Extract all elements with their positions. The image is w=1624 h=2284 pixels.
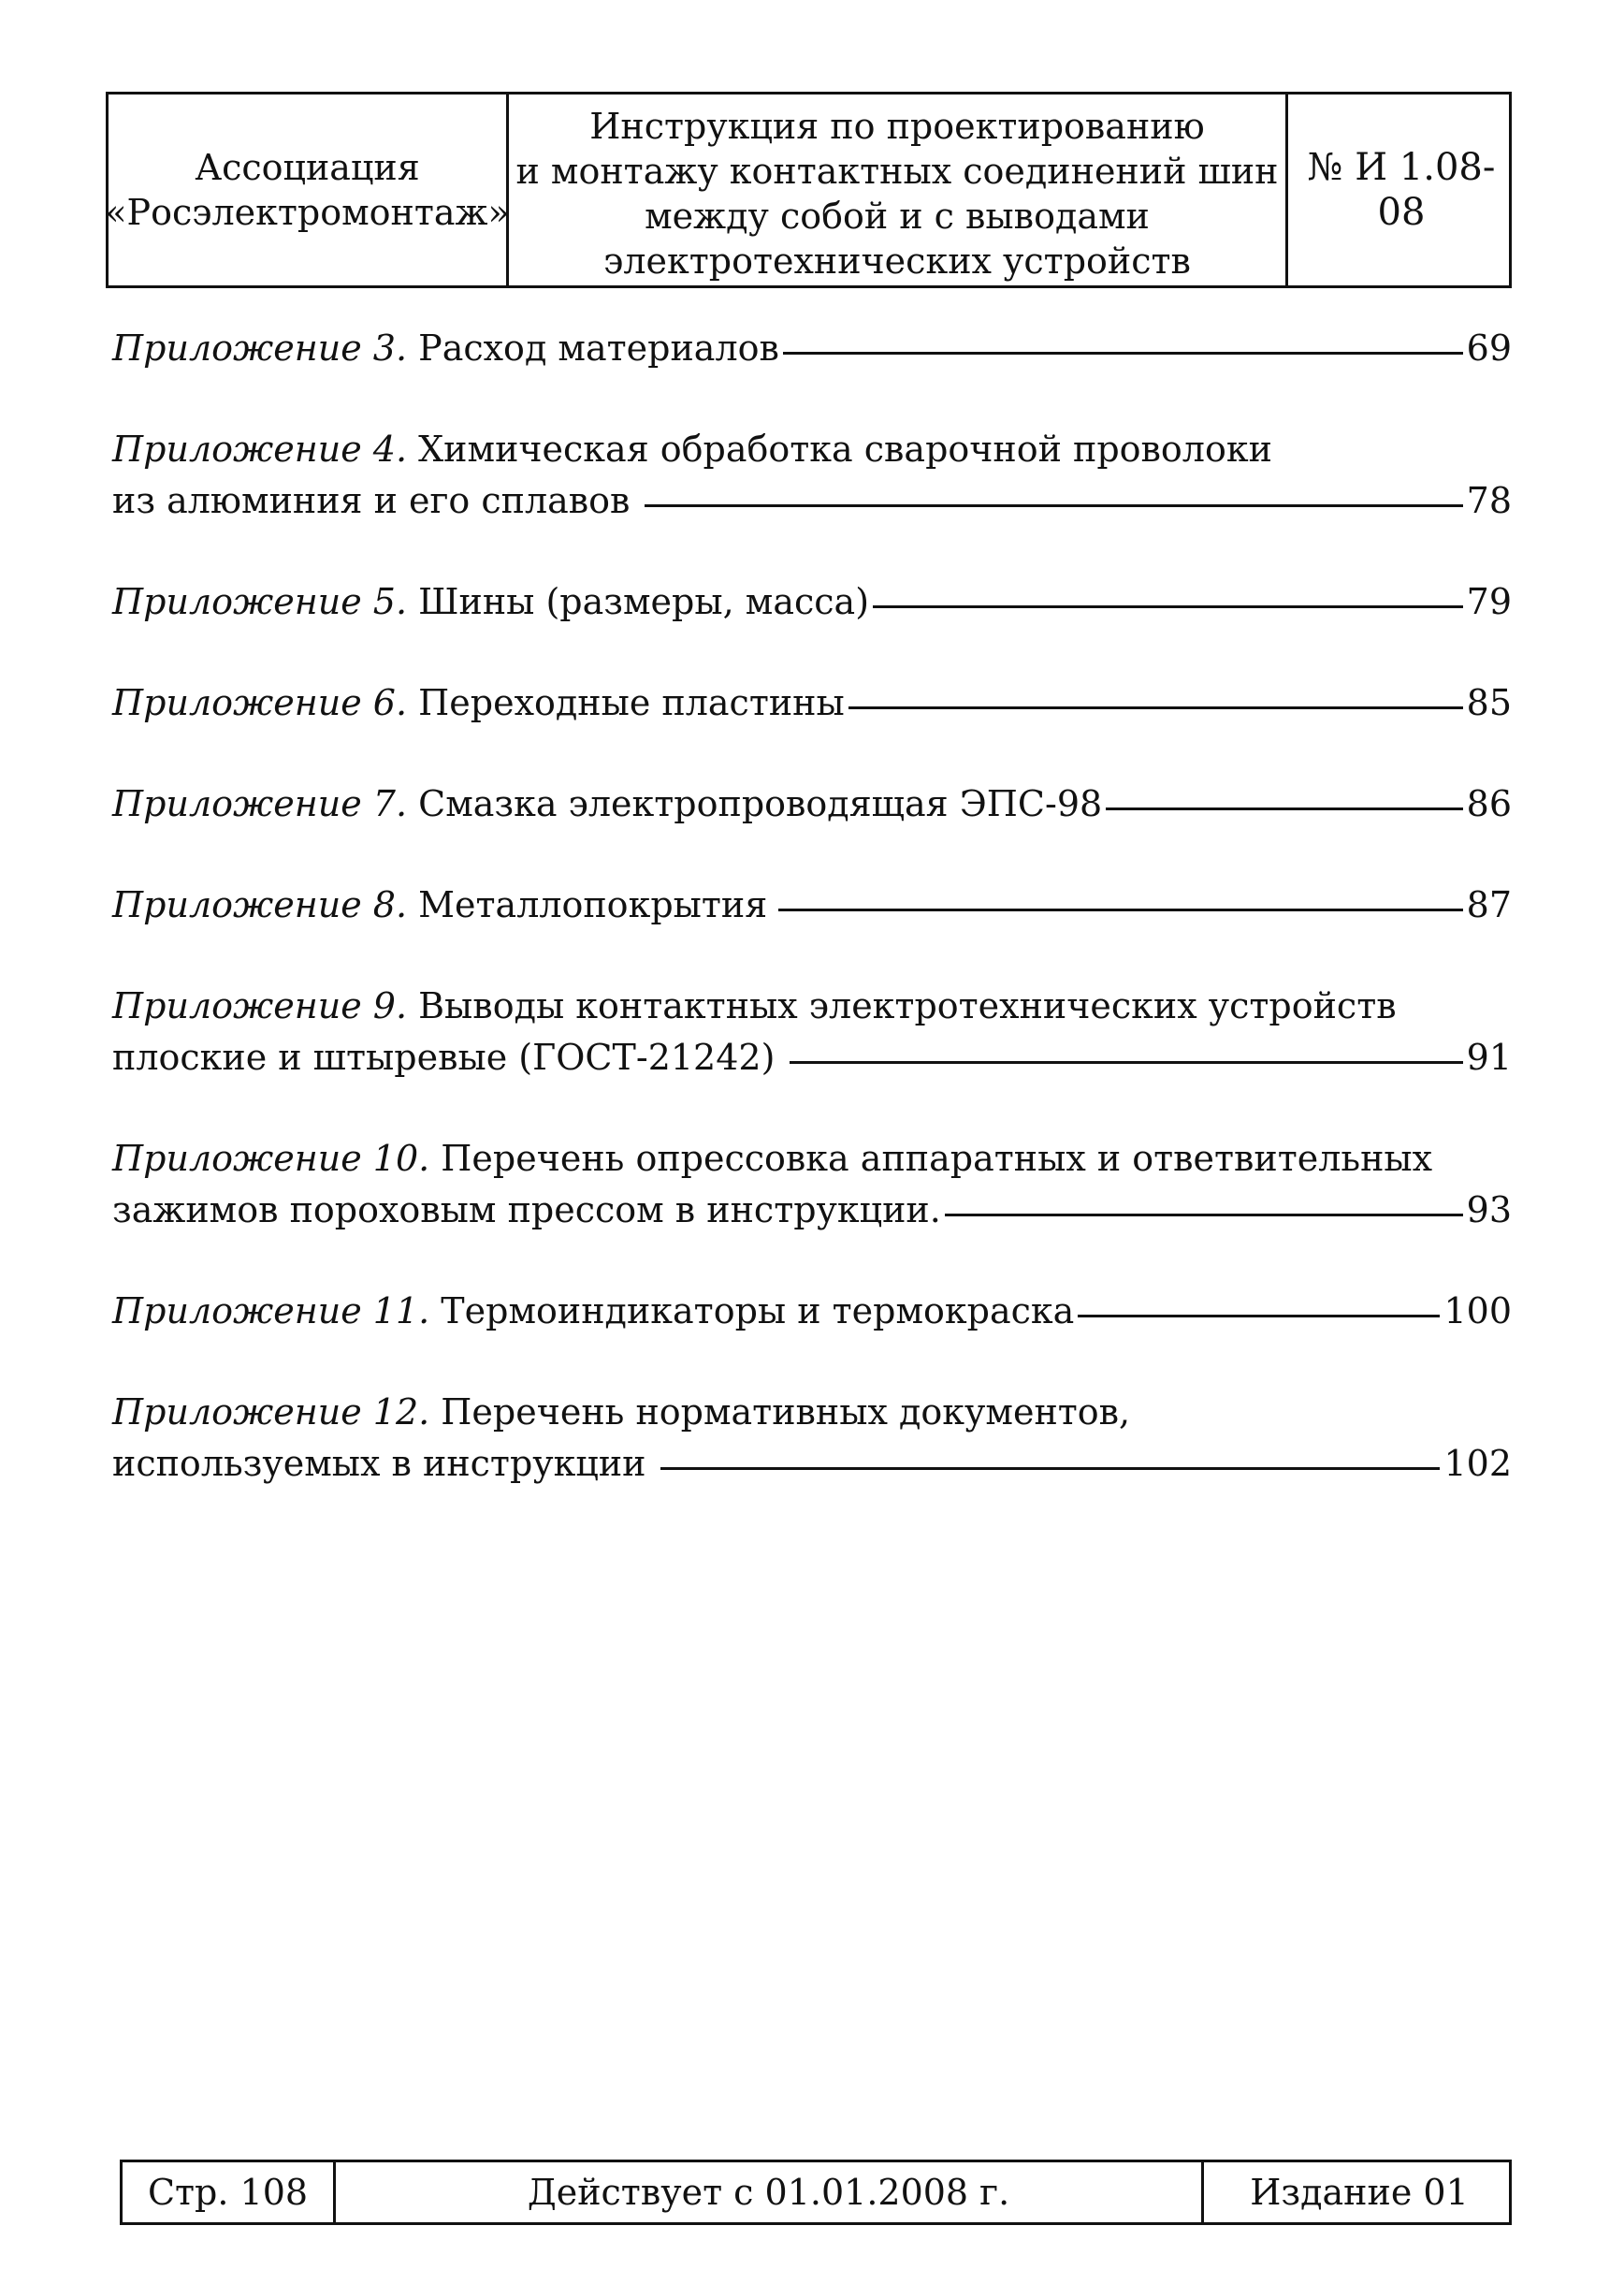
toc-entry-title: используемых в инструкции [112,1443,646,1484]
effective-date: Действует с 01.01.2008 г. [527,2172,1010,2213]
toc-entry-page: 78 [1466,480,1512,521]
dot-leader [873,605,1463,608]
toc-entry-title: зажимов пороховым прессом в инструкции. [112,1189,941,1230]
toc-entry-page: 79 [1466,581,1512,622]
toc-entry-page: 69 [1466,327,1512,369]
organization-line: «Росэлектромонтаж» [105,192,510,233]
toc-entry [112,981,1512,1084]
organization-line: Ассоциация [195,147,420,188]
edition: Издание 01 [1250,2172,1469,2213]
toc-entry-page: 91 [1466,1037,1512,1078]
document-footer-table [120,2160,1512,2225]
toc-entry-label: Приложение 8. [112,884,408,925]
toc-entry-page: 87 [1466,884,1512,925]
toc-entry [112,1133,1512,1236]
toc-entry-label: Приложение 3. [112,327,408,369]
toc-entry-title: Металлопокрытия [418,884,768,925]
toc-entry-label: Приложение 6. [112,682,408,723]
toc-entry [112,576,1512,628]
toc-entry-label: Приложение 9. [112,985,408,1026]
dot-leader [645,504,1462,507]
toc-entry-title: Расход материалов [418,327,779,369]
dot-leader [848,706,1463,709]
toc-entry-label: Приложение 12. [112,1391,430,1433]
document-title-line: и монтажу контактных соединений шин [515,151,1279,192]
toc-entry-page: 102 [1443,1443,1512,1484]
table-of-contents [112,323,1512,1539]
toc-entry [112,1387,1512,1490]
toc-entry-label: Приложение 7. [112,783,408,824]
toc-entry-title: Термоиндикаторы и термокраска [441,1290,1075,1331]
toc-entry-title: Переходные пластины [418,682,845,723]
toc-entry [112,323,1512,374]
toc-entry-title: из алюминия и его сплавов [112,480,631,521]
toc-entry [112,677,1512,729]
toc-entry-title: Шины (размеры, масса) [418,581,870,622]
toc-entry-page: 85 [1466,682,1512,723]
toc-entry [112,424,1512,527]
document-title-cell [509,95,1288,285]
toc-entry-title: Перечень опрессовка аппаратных и ответвительных [441,1138,1433,1179]
document-title-line: Инструкция по проектированию [589,106,1205,147]
toc-entry [112,778,1512,830]
toc-entry-title: Перечень нормативных документов, [441,1391,1131,1433]
dot-leader [783,352,1463,355]
dot-leader [1078,1315,1440,1317]
toc-entry-title: плоские и штыревые (ГОСТ-21242) [112,1037,776,1078]
toc-entry-page: 86 [1466,783,1512,824]
page-number-cell [123,2162,336,2222]
toc-entry-label: Приложение 11. [112,1290,430,1331]
dot-leader [660,1467,1440,1470]
toc-entry-title: Химическая обработка сварочной проволоки [418,429,1272,470]
document-header-table [106,92,1512,288]
dot-leader [790,1061,1462,1064]
page-number: Стр. 108 [147,2172,309,2213]
document-title-line: электротехнических устройств [603,240,1191,282]
toc-entry-label: Приложение 5. [112,581,408,622]
dot-leader [1106,807,1462,810]
organization-cell [105,95,510,285]
toc-entry-page: 93 [1466,1189,1512,1230]
toc-entry [112,880,1512,931]
document-title-line: между собой и с выводами [645,196,1150,237]
toc-entry-label: Приложение 10. [112,1138,430,1179]
toc-entry [112,1286,1512,1337]
toc-entry-label: Приложение 4. [112,429,408,470]
dot-leader [945,1214,1463,1216]
toc-entry-title: Смазка электропроводящая ЭПС-98 [418,783,1103,824]
toc-entry-title: Выводы контактных электротехнических устройств [418,985,1397,1026]
toc-entry-page: 100 [1443,1290,1512,1331]
edition-cell [1204,2162,1515,2222]
dot-leader [778,909,1462,911]
effective-date-cell [336,2162,1204,2222]
document-number-cell [1288,95,1515,285]
document-number: № И 1.08-08 [1307,146,1496,234]
